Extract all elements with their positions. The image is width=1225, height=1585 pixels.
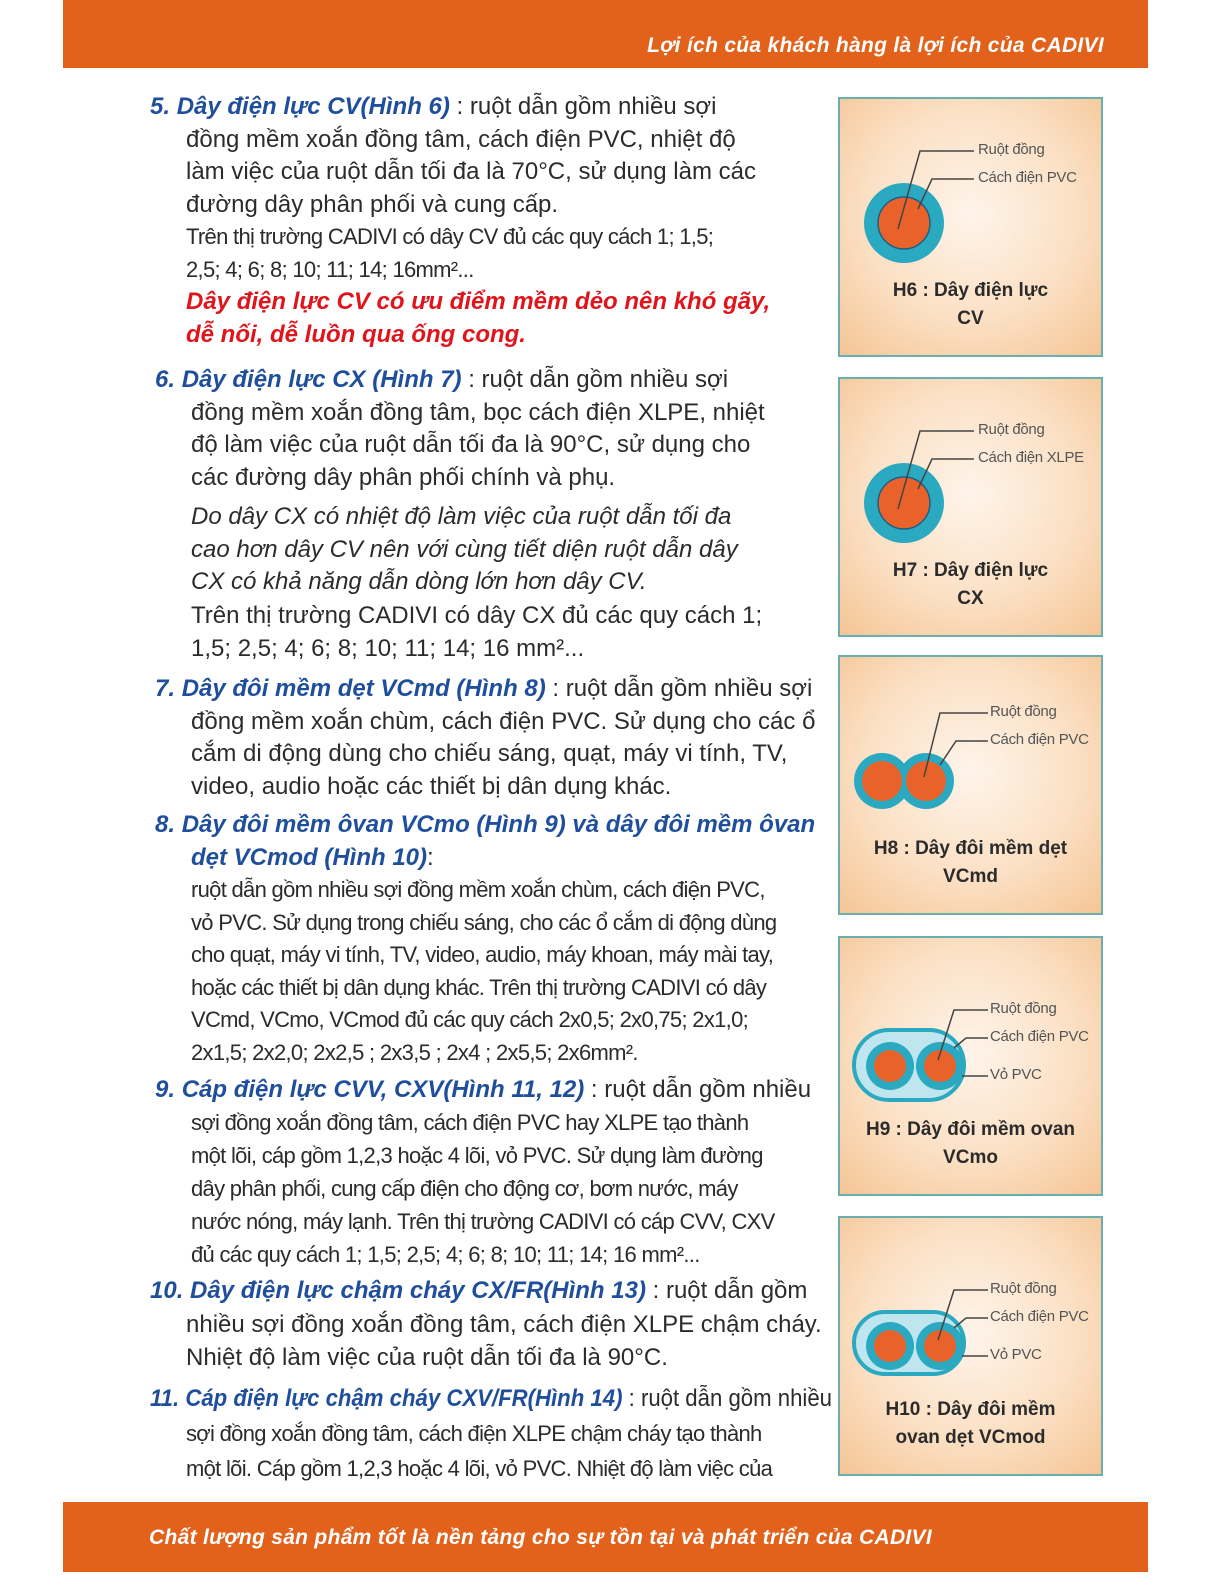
figure-caption: H8 : Dây đôi mềm dẹt — [873, 838, 1068, 859]
text-block — [150, 364, 830, 494]
figure-caption: VCmd — [943, 866, 998, 887]
body-text: đường dây phân phối và cung cấp. — [186, 190, 559, 218]
highlight-text: Dây điện lực CV có ưu điểm mềm dẻo nên khó gãy, — [186, 288, 771, 315]
figure-box — [838, 377, 1103, 637]
body-text: nhiều sợi đồng xoắn đồng tâm, cách điện XLPE chậm cháy. — [186, 1310, 822, 1338]
text-line — [155, 1004, 830, 1037]
text-line — [150, 124, 830, 157]
diagram-label: Ruột đồng — [978, 421, 1045, 438]
body-text: : ruột dẫn gồm nhiều sợi — [449, 93, 717, 120]
body-text: cao hơn dây CV nên với cùng tiết diện ruột dẫn dây — [191, 535, 738, 563]
body-text: các đường dây phân phối chính và phụ. — [191, 463, 616, 491]
text-line — [150, 1381, 832, 1416]
figure-box — [838, 1216, 1103, 1476]
header-bar — [63, 0, 1148, 68]
text-line — [155, 364, 830, 397]
text-line — [155, 1073, 830, 1106]
item-number: 5. — [150, 93, 177, 120]
figure-caption: H10 : Dây đôi mềm — [885, 1399, 1056, 1420]
body-text: vỏ PVC. Sử dụng trong chiếu sáng, cho các ổ cắm di động dùng — [191, 909, 777, 935]
body-text: : ruột dẫn gồm nhiều — [622, 1385, 832, 1412]
text-line — [155, 842, 830, 875]
diagram-label: Cách điện PVC — [990, 731, 1089, 748]
diagram-label: Cách điện XLPE — [978, 449, 1084, 466]
body-text: : ruột dẫn gồm nhiều — [584, 1076, 812, 1103]
item-number: 9. — [155, 1076, 182, 1103]
text-line — [150, 1308, 830, 1342]
figure-box — [838, 97, 1103, 357]
text-line — [155, 1106, 830, 1139]
text-line — [155, 462, 830, 495]
body-text: sợi đồng xoắn đồng tâm, cách điện XLPE chậm cháy tạo thành — [186, 1421, 762, 1446]
diagram-label: Ruột đồng — [990, 1280, 1057, 1297]
body-text: đồng mềm xoắn chùm, cách điện PVC. Sử dụng cho các ổ — [191, 707, 816, 735]
diagram-label: Cách điện PVC — [990, 1028, 1089, 1045]
text-line — [155, 771, 830, 804]
body-text: : ruột dẫn gồm — [645, 1277, 808, 1304]
text-line — [150, 1274, 830, 1308]
body-text: : ruột dẫn gồm nhiều sợi — [461, 366, 729, 393]
text-line — [155, 1037, 830, 1070]
text-line — [155, 429, 830, 462]
highlight-text: dễ nối, dễ luồn qua ống cong. — [186, 320, 526, 348]
text-line — [150, 189, 830, 222]
body-text: Trên thị trường CADIVI có dây CX đủ các quy cách 1; — [191, 602, 763, 629]
body-text: dây phân phối, cung cấp điện cho động cơ, bơm nước, máy — [191, 1176, 738, 1201]
figure-caption: CV — [957, 308, 984, 329]
text-block — [150, 1073, 830, 1271]
diagram-label: Vỏ PVC — [990, 1346, 1042, 1363]
body-text: đủ các quy cách 1; 1,5; 2,5; 4; 6; 8; 10; 11; 14; 16 mm²... — [191, 1242, 700, 1267]
item-title: dẹt VCmod (Hình 10) — [191, 843, 428, 871]
text-line — [150, 286, 830, 319]
body-text: ruột dẫn gồm nhiều sợi đồng mềm xoắn chùm, cách điện PVC, — [191, 877, 765, 902]
copper-core-shape — [878, 197, 930, 249]
diagram-label: Vỏ PVC — [990, 1066, 1042, 1083]
text-line — [150, 91, 830, 124]
body-text: đồng mềm xoắn đồng tâm, cách điện PVC, nhiệt độ — [186, 125, 736, 153]
body-text: nước nóng, máy lạnh. Trên thị trường CADIVI có cáp CVV, CXV — [191, 1209, 775, 1234]
header-tagline: Lợi ích của khách hàng là lợi ích của CADIVI — [647, 34, 1104, 57]
body-text: đồng mềm xoắn đồng tâm, bọc cách điện XLPE, nhiệt — [191, 398, 765, 426]
diagram-label: Ruột đồng — [978, 141, 1045, 158]
text-line — [150, 156, 830, 189]
text-line — [155, 1238, 830, 1271]
figure-caption: H6 : Dây điện lực — [892, 280, 1049, 301]
diagram-label: Ruột đồng — [990, 1000, 1057, 1017]
item-number: 10. — [150, 1277, 191, 1304]
text-line — [150, 1341, 830, 1375]
text-line — [155, 673, 830, 706]
copper-core-shape — [878, 477, 930, 529]
footer-bar — [63, 1502, 1148, 1572]
text-line — [155, 397, 830, 430]
body-text: 2,5; 4; 6; 8; 10; 11; 14; 16mm²... — [186, 256, 474, 282]
figure-caption: ovan dẹt VCmod — [895, 1427, 1046, 1448]
item-number: 8. — [155, 811, 182, 838]
item-title: Cáp điện lực chậm cháy CXV/FR(Hình 14) — [185, 1385, 623, 1412]
item-title: Dây điện lực CX (Hình 7) — [181, 366, 462, 393]
footer-tagline: Chất lượng sản phẩm tốt là nền tảng cho sự tồn tại và phát triển của CADIVI — [149, 1526, 932, 1549]
figure-box — [838, 936, 1103, 1196]
text-line — [150, 1451, 830, 1486]
figure-box — [838, 655, 1103, 915]
body-text: : ruột dẫn gồm nhiều sợi — [545, 675, 813, 702]
text-line — [155, 1205, 830, 1238]
item-title: Dây đôi mềm ôvan VCmo (Hình 9) và dây đôi mềm ôvan — [181, 811, 816, 838]
text-line — [155, 809, 830, 842]
text-line — [150, 319, 830, 352]
text-block — [150, 1381, 830, 1486]
body-text: video, audio hoặc các thiết bị dân dụng khác. — [191, 772, 672, 800]
body-text: 1,5; 2,5; 4; 6; 8; 10; 11; 14; 16 mm²... — [191, 635, 585, 662]
text-line — [150, 1416, 830, 1451]
item-title: Cáp điện lực CVV, CXV(Hình 11, 12) — [181, 1076, 585, 1103]
body-text: làm việc của ruột dẫn tối đa là 70°C, sử dụng làm các — [186, 158, 756, 185]
text-line — [155, 907, 830, 940]
item-title: Dây đôi mềm dẹt VCmd (Hình 8) — [181, 675, 546, 702]
body-text: một lõi, cáp gồm 1,2,3 hoặc 4 lõi, vỏ PVC. Sử dụng làm đường — [191, 1143, 763, 1168]
body-text: độ làm việc của ruột dẫn tối đa là 90°C, sử dụng cho — [191, 431, 751, 458]
text-line — [155, 738, 830, 771]
text-block — [150, 91, 830, 351]
text-line — [155, 1139, 830, 1172]
diagram-label: Cách điện PVC — [978, 169, 1077, 186]
diagram-label: Cách điện PVC — [990, 1308, 1089, 1325]
body-text: cho quạt, máy vi tính, TV, video, audio, máy khoan, máy mài tay, — [191, 942, 774, 967]
item-number: 6. — [155, 366, 182, 393]
body-text: CX có khả năng dẫn dòng lớn hơn dây CV. — [191, 568, 647, 595]
text-line — [155, 534, 830, 567]
item-number: 11. — [150, 1385, 186, 1412]
body-text: 2x1,5; 2x2,0; 2x2,5 ; 2x3,5 ; 2x4 ; 2x5,5; 2x6mm². — [191, 1039, 638, 1065]
figure-caption: H7 : Dây điện lực — [892, 560, 1049, 581]
text-line — [150, 221, 830, 254]
figure-caption: VCmo — [943, 1147, 998, 1168]
body-text: Nhiệt độ làm việc của ruột dẫn tối đa là 90°C. — [186, 1344, 668, 1371]
body-text: một lõi. Cáp gồm 1,2,3 hoặc 4 lõi, vỏ PVC. Nhiệt độ làm việc của — [186, 1456, 773, 1481]
item-title: Dây điện lực CV(Hình 6) — [176, 93, 450, 120]
text-line — [155, 706, 830, 739]
text-line — [155, 566, 830, 599]
text-line — [150, 254, 830, 287]
text-line — [155, 599, 830, 632]
body-text: VCmd, VCmo, VCmod đủ các quy cách 2x0,5; 2x0,75; 2x1,0; — [191, 1007, 749, 1032]
body-text: Trên thị trường CADIVI có dây CV đủ các quy cách 1; 1,5; — [186, 224, 714, 249]
text-line — [155, 972, 830, 1005]
body-text: sợi đồng xoắn đồng tâm, cách điện PVC hay XLPE tạo thành — [191, 1110, 749, 1135]
figure-caption: CX — [957, 588, 984, 609]
body-text: : — [427, 843, 434, 871]
text-block — [150, 673, 830, 803]
item-title: Dây điện lực chậm cháy CX/FR(Hình 13) — [190, 1277, 646, 1304]
text-block — [150, 809, 830, 1069]
text-line — [155, 632, 830, 665]
text-line — [155, 1172, 830, 1205]
body-text: Do dây CX có nhiệt độ làm việc của ruột dẫn tối đa — [191, 503, 732, 530]
text-line — [155, 874, 830, 907]
text-line — [155, 501, 830, 534]
body-text: cắm di động dùng cho chiếu sáng, quạt, máy vi tính, TV, — [191, 740, 788, 767]
item-number: 7. — [155, 675, 182, 702]
text-block — [150, 501, 830, 599]
text-block — [150, 599, 830, 665]
diagram-label: Ruột đồng — [990, 703, 1057, 720]
text-line — [155, 939, 830, 972]
text-block — [150, 1274, 830, 1375]
body-text: hoặc các thiết bị dân dụng khác. Trên thị trường CADIVI có dây — [191, 974, 767, 1000]
figure-caption: H9 : Dây đôi mềm ovan — [865, 1119, 1076, 1140]
page-bottom — [0, 1572, 1225, 1585]
